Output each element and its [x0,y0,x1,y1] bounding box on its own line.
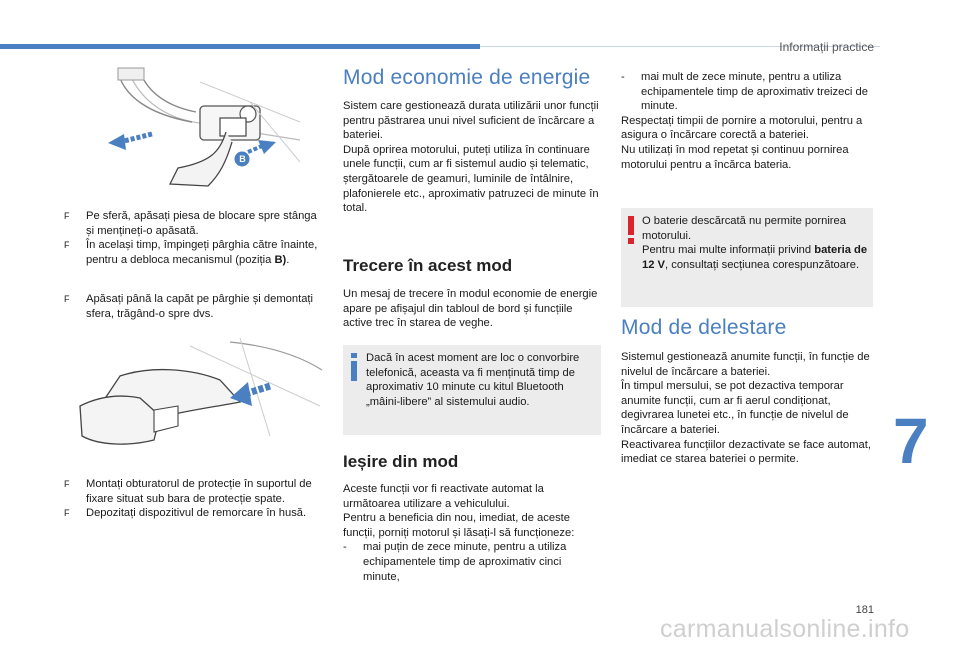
bullet-item: F Pe sferă, apăsați piesa de blocare spre stânga și mențineți-o apăsată. [64,210,317,237]
bullet-item: F Montați obturatorul de protecție în suportul de fixare situat sub bara de protecție spate. [64,478,312,505]
instructions-unlock [62,209,322,267]
header-accent-bar [0,44,480,49]
watermark: carmanualsonline.info [660,615,910,643]
switch-mode-text: Un mesaj de trecere în modul economie de energie apare pe afișajul din tabloul de bord și funcțiile active trec în starea de veghe. [343,288,598,330]
bullet-item: F În același timp, împingeți pârghia către înainte, pentru a debloca mecanismul (poziția B). [64,239,318,266]
heading-energy-economy: Mod economie de energie [343,66,591,89]
cover-cap-figure [70,336,330,452]
towbar-unlock-figure [100,62,320,192]
bullet-item: F Depozitați dispozitivul de remorcare în husă. [64,507,307,520]
heading-load-shedding: Mod de delestare [621,316,787,339]
chapter-number: 7 [893,405,929,477]
section-title: Informații practice [779,40,874,54]
instructions-remove [62,292,322,321]
heading-exit-mode: Ieșire din mod [343,452,459,471]
instructions-store [62,477,324,521]
exit-mode-text: Aceste funcții vor fi reactivate automat la următoarea utilizare a vehiculului. Pentru a beneficia din nou, imediat, de aceste funcții, porniți motorul și lăsați-l să funcționeze: - mai puțin de zece minute, pentru a utiliza echipamentele timp de aproximativ cinci minute, [343,482,601,584]
energy-economy-text: Sistem care gestionează durata utilizării unor funcții pentru păstrarea unui nivel suficient de încărcare a bateriei. După oprirea motorului, puteți utiliza în continuare unele funcții, cum ar fi sistemul audio și telematic, ștergătoarele de geamuri, luminile de întâlnire, plafonierele etc., aproximativ patruzeci de minute în total. [343,100,599,215]
info-box [343,345,601,435]
info-icon [349,353,359,381]
bullet-item: F Apăsați până la capăt pe pârghie și demontați sfera, trăgând-o spre dvs. [64,293,314,320]
warning-icon [627,216,635,244]
warning-box [621,208,873,307]
info-text: Dacă în acest moment are loc o convorbire telefonică, aceasta va fi menținută timp de aproximativ 10 minute cu kitul Bluetooth „mâini-libere” al sistemului audio. [366,352,580,408]
dash-item: - mai mult de zece minute, pentru a utiliza echipamentele timp de aproximativ treizeci de minute. [621,71,868,113]
load-shedding-text: Sistemul gestionează anumite funcții, în funcție de nivelul de încărcare a bateriei. În timpul mersului, se pot dezactiva temporar anumite funcții, cum ar fi aerul condiționat, degivrarea lunetei etc., în funcție de nivelul de încărcare a bateriei. Reactivarea funcțiilor dezactivate se face automat, imediat ce starea bateriei o permite. [621,351,871,466]
exit-mode-text-continued: - mai mult de zece minute, pentru a utiliza echipamentele timp de aproximativ treizeci de minute. Respectați timpii de pornire a motorului, pentru a asigura o încărcare corectă a bateriei. Nu utilizați în mod repetat și continuu pornirea motorului pentru a încărca bateria. [621,70,877,172]
heading-switch-to-mode: Trecere în acest mod [343,256,513,275]
warning-text: O baterie descărcată nu permite pornirea motorului. Pentru mai multe informații privind bateria de 12 V, consultați secțiunea corespunzătoare. [642,215,868,271]
page-number: 181 [855,604,874,616]
figure-label-b: B [239,154,246,164]
dash-item: - mai puțin de zece minute, pentru a utiliza echipamentele timp de aproximativ cinci minute, [343,541,567,583]
